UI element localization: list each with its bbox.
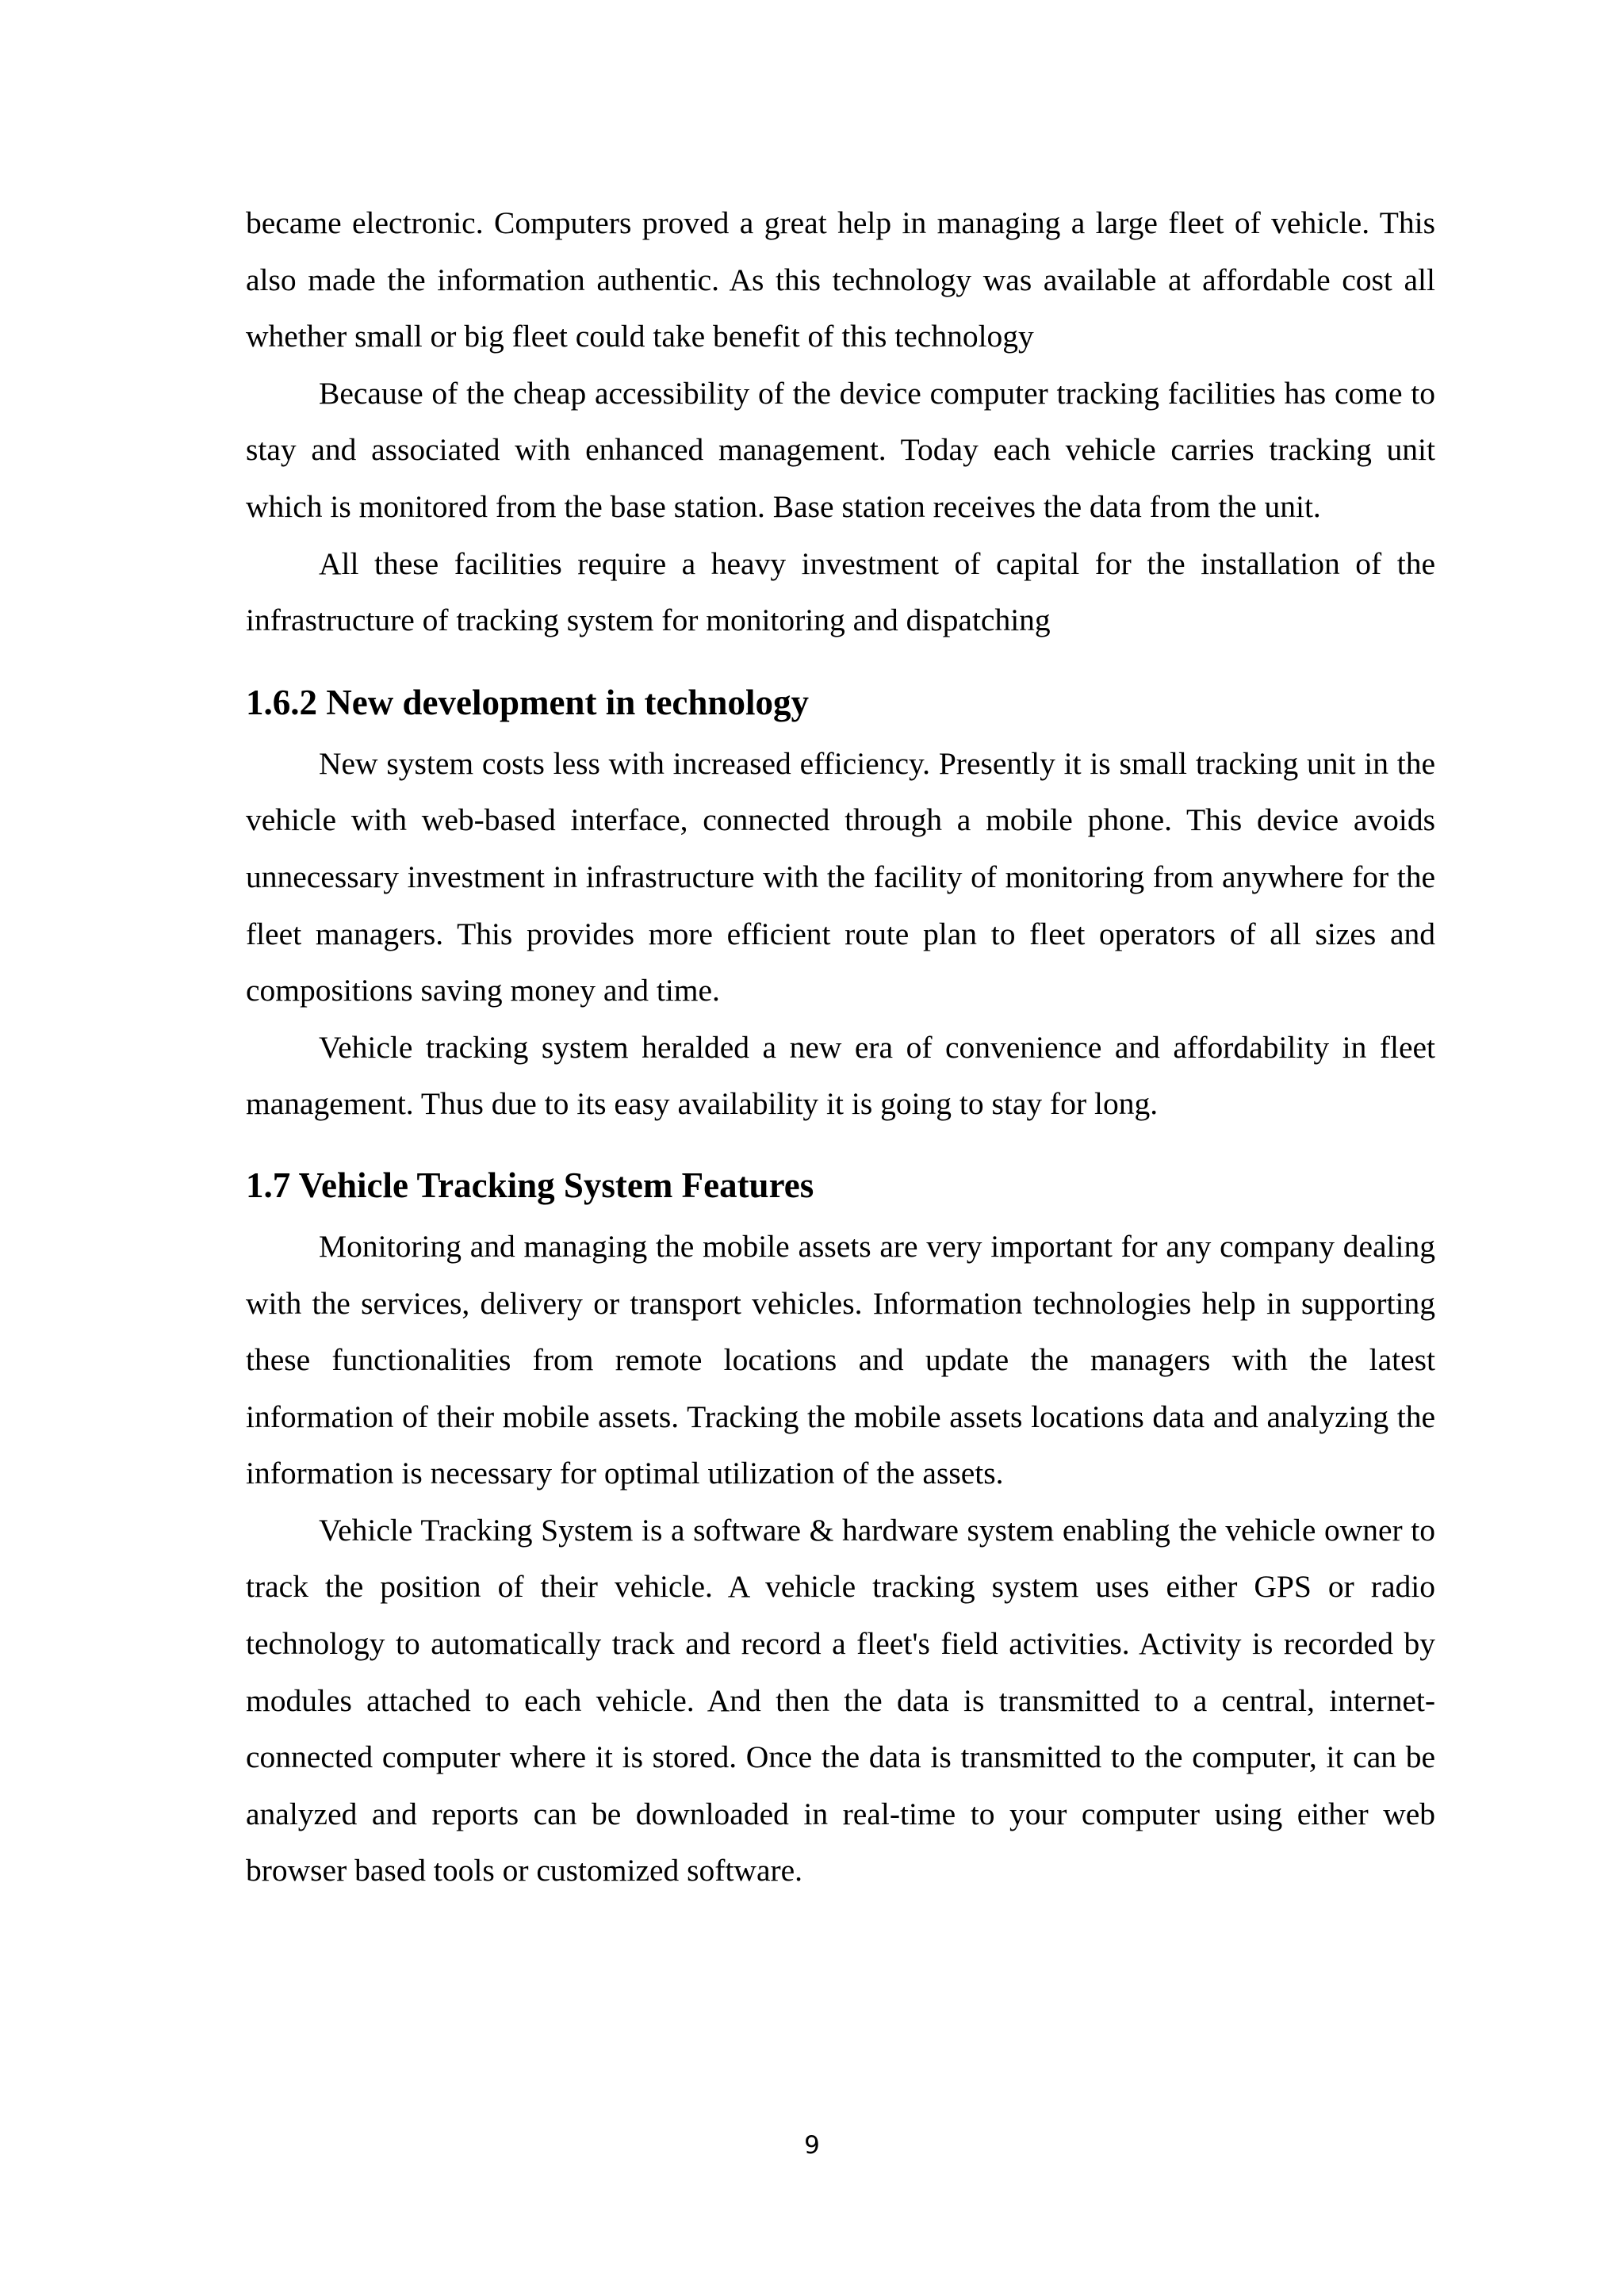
- paragraph-investment: All these facilities require a heavy investment of capital for the installation of the infrastructure of tracking system for monitoring and dispatching: [246, 545, 1435, 638]
- paragraph-new-era: Vehicle tracking system heralded a new era of convenience and affordability in fleet management. Thus due to its easy availability it is going to stay for long.: [246, 1029, 1435, 1122]
- section-heading-1-6-2: 1.6.2 New development in technology: [246, 682, 809, 722]
- section-heading-1-7: 1.7 Vehicle Tracking System Features: [246, 1165, 814, 1205]
- page-number: 9: [804, 2131, 820, 2160]
- paragraph-tracking-facilities: Because of the cheap accessibility of the device computer tracking facilities has come to stay and associated with enhanced management. Today each vehicle carries tracking unit which is monitored from the base station. Base station receives the data from the unit.: [246, 375, 1435, 524]
- page-body: [246, 195, 1435, 1900]
- paragraph-new-system: New system costs less with increased efficiency. Presently it is small tracking unit in the vehicle with web-based interface, connected through a mobile phone. This device avoids unnecessary investment in infrastructure with the facility of monitoring from anywhere for the fleet managers. This provides more efficient route plan to fleet operators of all sizes and compositions saving money and time.: [246, 745, 1435, 1008]
- paragraph-continuation: became electronic. Computers proved a great help in managing a large fleet of vehicle. This also made the information authentic. As this technology was available at affordable cost all whether small or big fleet could take benefit of this technology: [246, 205, 1435, 354]
- paragraph-monitoring-assets: Monitoring and managing the mobile assets are very important for any company dealing with the services, delivery or transport vehicles. Information technologies help in supporting these functionalities from remote locations and update the managers with the latest information of their mobile assets. Tracking the mobile assets locations data and analyzing the information is necessary for optimal utilization of the assets.: [246, 1228, 1435, 1491]
- paragraph-vts-definition: Vehicle Tracking System is a software & hardware system enabling the vehicle owner to track the position of their vehicle. A vehicle tracking system uses either GPS or radio technology to automatically track and record a fleet's field activities. Activity is recorded by modules attached to each vehicle. And then the data is transmitted to a central, internet-connected computer where it is stored. Once the data is transmitted to the computer, it can be analyzed and reports can be downloaded in real-time to your computer using either web browser based tools or customized software.: [246, 1512, 1435, 1888]
